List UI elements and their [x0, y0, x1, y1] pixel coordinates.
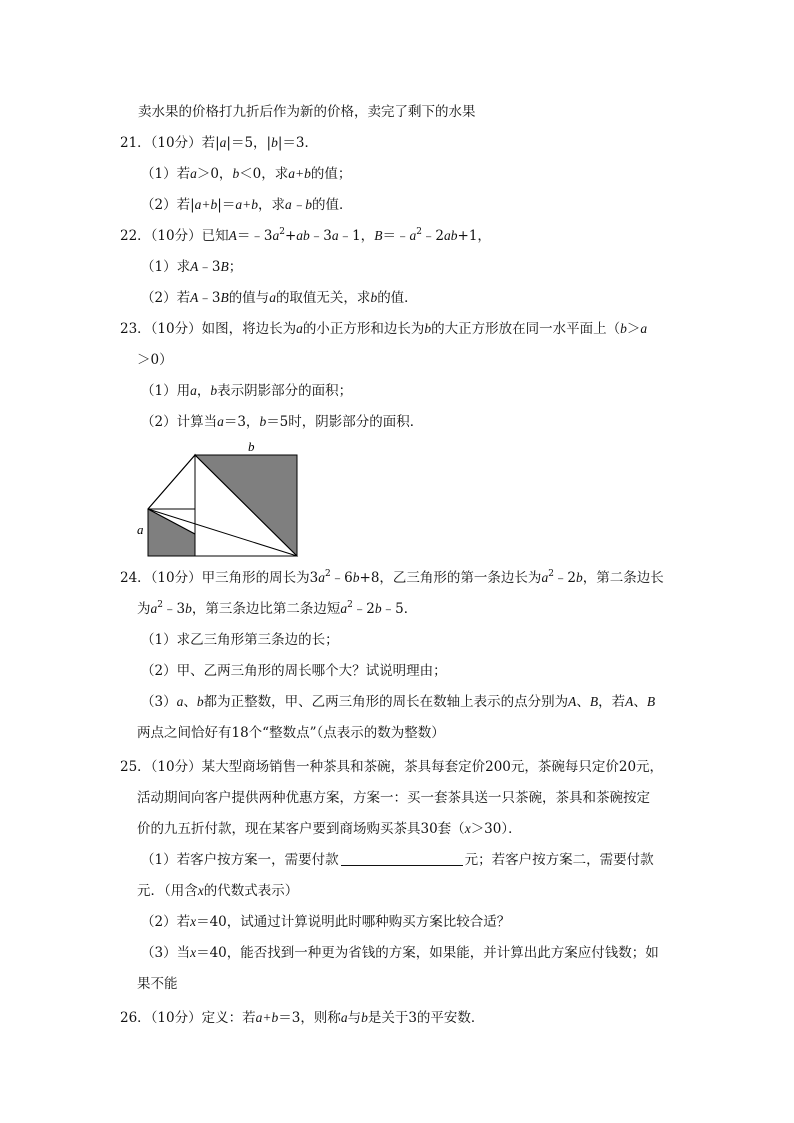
- question-23-part-1: （1）用a，b表示阴影部分的面积；: [141, 383, 353, 399]
- question-25-part-1-continued: 元．（用含x的代数式表示）: [137, 883, 299, 899]
- question-21-header: 21．（10分）若|a|＝5，|b|＝3．: [120, 135, 318, 151]
- question-22-part-1: （1）求A﹣3B；: [141, 259, 243, 275]
- question-25-line-2: 活动期间向客户提供两种优惠方案，方案一：买一套茶具送一只茶碗，茶具和茶碗按定: [137, 790, 650, 806]
- question-25-part-3-continued: 果不能: [137, 976, 178, 992]
- question-24-header-continued: 为$a^2﹣3b$，第三条边比第二条边短$a^2﹣2b﹣5$．: [137, 600, 418, 617]
- question-26-header: 26．（10分）定义：若a+b＝3，则称a与b是关于3的平安数．: [120, 1010, 485, 1026]
- question-23-header-continued: ＞0）: [137, 352, 173, 368]
- question-23-header: 23．（10分）如图，将边长为a的小正方形和边长为b的大正方形放在同一水平面上（b＞a: [120, 321, 648, 337]
- question-23-part-2: （2）计算当a＝3，b＝5时，阴影部分的面积．: [141, 414, 424, 430]
- question-24-part-3-continued: 两点之间恰好有18个“整数点”（点表示的数为整数）: [137, 725, 445, 741]
- question-25-line-3: 价的九五折付款，现在某客户要到商场购买茶具30套（x＞30）．: [137, 821, 522, 837]
- question-25-part-2: （2）若x＝40，试通过计算说明此时哪种购买方案比较合适？: [141, 914, 511, 930]
- question-25-part-1: （1）若客户按方案一，需要付款 元；若客户按方案二，需要付款: [141, 852, 654, 868]
- question-25-header: 25．（10分）某大型商场销售一种茶具和茶碗，茶具每套定价200元，茶碗每只定价20元，: [120, 759, 664, 775]
- squares-figure: [134, 436, 304, 560]
- label-a: a: [137, 522, 144, 537]
- label-b: b: [248, 439, 255, 454]
- question-22-part-2: （2）若A﹣3B的值与a的取值无关，求b的值．: [141, 290, 418, 306]
- question-21-part-1: （1）若a＞0，b＜0，求a+b的值；: [141, 166, 352, 182]
- question-24-part-3: （3）a、b都为正整数，甲、乙两三角形的周长在数轴上表示的点分别为A、B，若A、B: [141, 694, 656, 710]
- question-24-header: 24．（10分）甲三角形的周长为$3a^2﹣6b+8$，乙三角形的第一条边长为$a^2﹣2b$，第二条边长: [120, 569, 664, 586]
- question-25-part-3: （3）当x＝40，能否找到一种更为省钱的方案，如果能，并计算出此方案应付钱数；如: [141, 945, 659, 961]
- question-24-part-1: （1）求乙三角形第三条边的长；: [141, 632, 339, 648]
- question-22-header: 22．（10分）已知$A=﹣3a^2+ab﹣3a﹣1$，$B=﹣a^2﹣2ab+1$，: [120, 227, 491, 244]
- continuation-line: 卖水果的价格打九折后作为新的价格，卖完了剩下的水果: [138, 104, 476, 120]
- answer-blank[interactable]: [341, 852, 463, 866]
- question-21-part-2: （2）若|a+b|＝a+b，求a﹣b的值．: [141, 197, 353, 213]
- question-24-part-2: （2）甲、乙两三角形的周长哪个大？试说明理由；: [141, 663, 447, 679]
